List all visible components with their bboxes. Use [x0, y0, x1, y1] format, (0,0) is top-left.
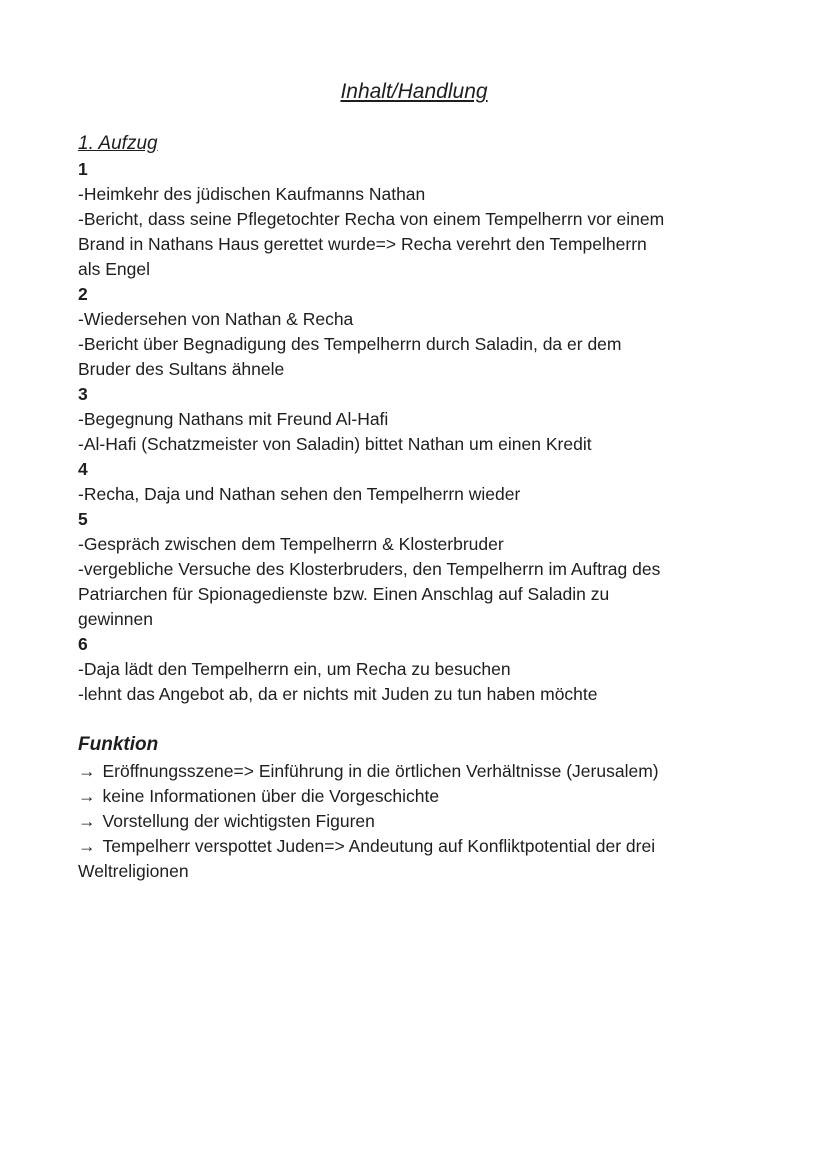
scene-4 [78, 457, 778, 507]
act-heading: 1. Aufzug [78, 133, 158, 154]
funktion-item-text: Vorstellung der wichtigsten Figuren [102, 811, 375, 831]
right-arrow-icon: → [78, 836, 96, 856]
funktion-item [78, 759, 778, 784]
scene-5 [78, 507, 778, 632]
scene-number: 3 [78, 384, 88, 404]
page-title: Inhalt/Handlung [340, 80, 488, 103]
scene-note-line: -vergebliche Versuche des Klosterbruders, den Tempelherrn im Auftrag des [78, 559, 661, 579]
scene-note-line: als Engel [78, 259, 150, 279]
scene-note-line: -Heimkehr des jüdischen Kaufmanns Nathan [78, 184, 426, 204]
scene-2 [78, 282, 778, 382]
scene-note-line: -lehnt das Angebot ab, da er nichts mit Juden zu tun haben möchte [78, 684, 598, 704]
funktion-item-text: Tempelherr verspottet Juden=> Andeutung auf Konfliktpotential der drei [102, 836, 656, 856]
funktion-item [78, 834, 778, 859]
scene-note-line: -Recha, Daja und Nathan sehen den Tempelherrn wieder [78, 484, 521, 504]
scene-number: 4 [78, 459, 88, 479]
scene-3 [78, 382, 778, 457]
scene-note-line: -Begegnung Nathans mit Freund Al-Hafi [78, 409, 389, 429]
scene-note-line: -Wiedersehen von Nathan & Recha [78, 309, 354, 329]
scene-note-line: -Bericht, dass seine Pflegetochter Recha von einem Tempelherrn vor einem [78, 209, 665, 229]
scene-6 [78, 632, 778, 707]
funktion-heading: Funktion [78, 734, 159, 755]
scene-note-line: -Al-Hafi (Schatzmeister von Saladin) bittet Nathan um einen Kredit [78, 434, 592, 454]
scene-note-line: gewinnen [78, 609, 153, 629]
right-arrow-icon: → [78, 811, 96, 831]
scene-note-line: -Daja lädt den Tempelherrn ein, um Recha zu besuchen [78, 659, 511, 679]
right-arrow-icon: → [78, 786, 96, 806]
funktion-item [78, 809, 778, 834]
right-arrow-icon: → [78, 761, 96, 781]
scene-1 [78, 157, 778, 282]
scene-note-line: Patriarchen für Spionagedienste bzw. Einen Anschlag auf Saladin zu [78, 584, 610, 604]
funktion-list [78, 759, 778, 884]
scene-note-line: Bruder des Sultans ähnele [78, 359, 285, 379]
scene-number: 5 [78, 509, 88, 529]
funktion-item-text: Eröffnungsszene=> Einführung in die örtlichen Verhältnisse (Jerusalem) [102, 761, 659, 781]
funktion-item-text: keine Informationen über die Vorgeschichte [102, 786, 440, 806]
scene-note-line: -Gespräch zwischen dem Tempelherrn & Klosterbruder [78, 534, 504, 554]
scene-number: 1 [78, 159, 88, 179]
scene-note-line: -Bericht über Begnadigung des Tempelherrn durch Saladin, da er dem [78, 334, 622, 354]
funktion-item [78, 784, 778, 809]
scene-number: 2 [78, 284, 88, 304]
funktion-item-continuation: Weltreligionen [78, 861, 189, 881]
scene-note-line: Brand in Nathans Haus gerettet wurde=> Recha verehrt den Tempelherrn [78, 234, 647, 254]
scene-number: 6 [78, 634, 88, 654]
